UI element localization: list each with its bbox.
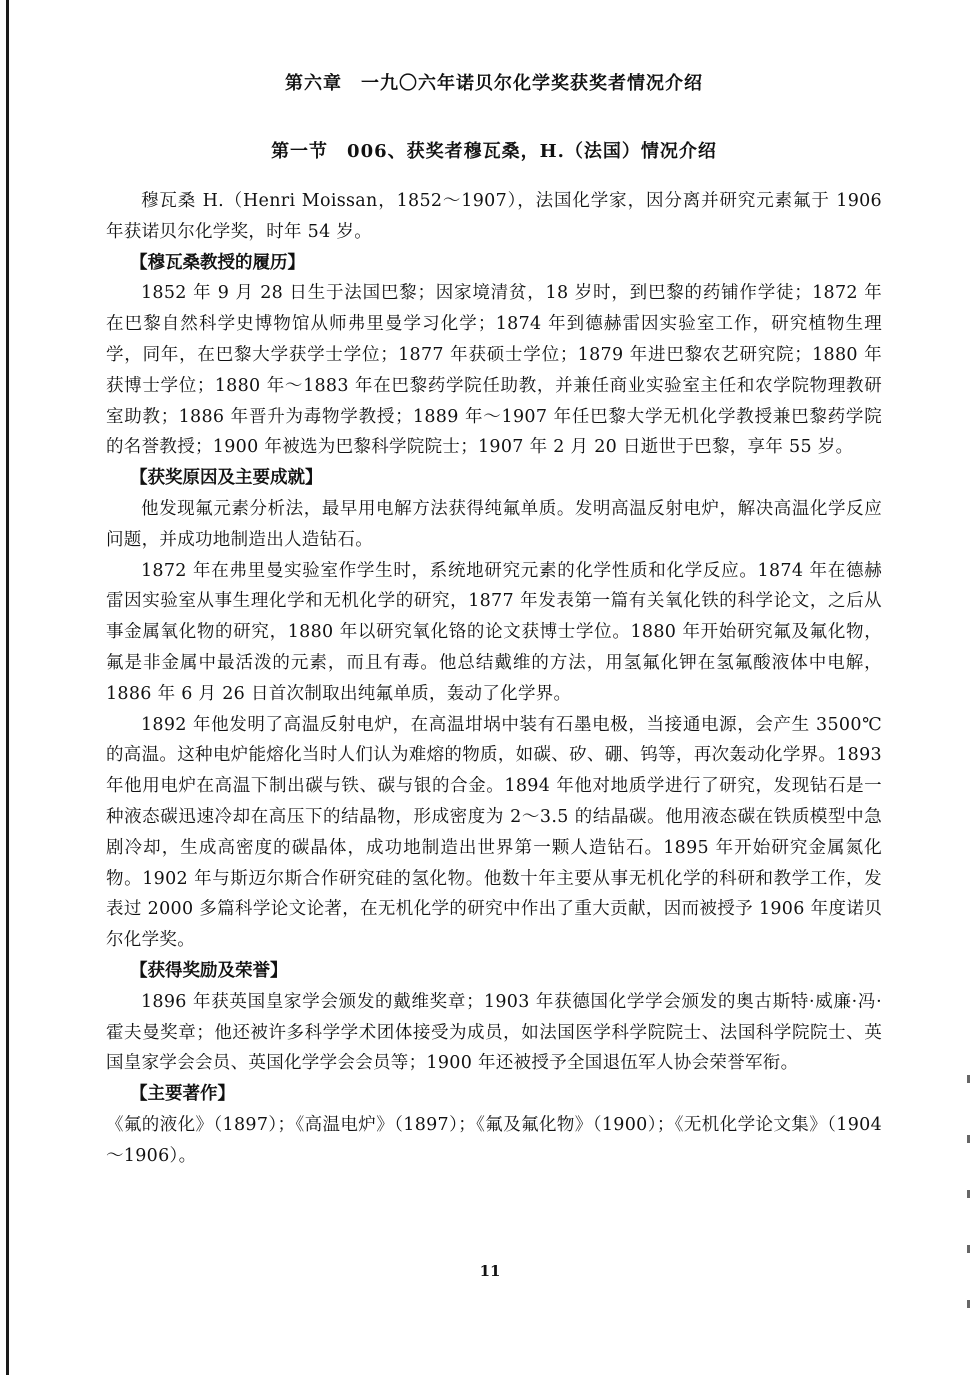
document-page	[106, 62, 882, 1172]
heading-resume: 【穆瓦桑教授的履历】	[130, 252, 305, 273]
achievement-paragraph-3: 1892 年他发明了高温反射电炉，在高温坩埚中装有石墨电极，当接通电源，会产生 3500℃的高温。这种电炉能熔化当时人们认为难熔的物质，如碳、矽、硼、钨等，再次轰动化学界。1893 年他用电炉在高温下制出碳与铁、碳与银的合金。1894 年他对地质学进行了研究，发现钻石是一种液态碳迅速冷却在高压下的结晶物，形成密度为 2～3.5 的结晶碳。他用液态碳在铁质模型中急剧冷却，生成高密度的碳晶体，成功地制造出世界第一颗人造钻石。1895 年开始研究金属氮化物。1902 年与斯迈尔斯合作研究硅的氢化物。他数十年主要从事无机化学的科研和教学工作，发表过 2000 多篇科学论文论著，在无机化学的研究中作出了重大贡献，因而被授予 1906 年度诺贝尔化学奖。	[106, 714, 882, 951]
works-paragraph: 《氟的液化》（1897）；《高温电炉》（1897）；《氟及氟化物》（1900）；《无机化学论文集》（1904～1906）。	[106, 1114, 882, 1166]
scan-edge-mark	[967, 1190, 970, 1198]
heading-works: 【主要著作】	[130, 1084, 235, 1105]
resume-paragraph: 1852 年 9 月 28 日生于法国巴黎；因家境清贫，18 岁时，到巴黎的药铺作学徒；1872 年在巴黎自然科学史博物馆从师弗里曼学习化学；1874 年到德赫雷因实验室工作，研究植物生理学，同年，在巴黎大学获学士学位；1877 年获硕士学位；1879 年进巴黎农艺研究院；1880 年获博士学位；1880 年～1883 年在巴黎药学院任助教，并兼任商业实验室主任和农学院物理教研室助教；1886 年晋升为毒物学教授；1889 年～1907 年任巴黎大学无机化学教授兼巴黎药学院的名誉教授；1900 年被选为巴黎科学院院士；1907 年 2 月 20 日逝世于巴黎，享年 55 岁。	[106, 283, 882, 458]
section-title: 第一节 006、获奖者穆瓦桑，H.（法国）情况介绍	[271, 141, 717, 162]
scan-edge-mark	[967, 1245, 970, 1253]
heading-achievements: 【获奖原因及主要成就】	[130, 468, 323, 489]
achievement-paragraph-1: 他发现氟元素分析法，最早用电解方法获得纯氟单质。发明高温反射电炉，解决高温化学反应问题，并成功地制造出人造钻石。	[106, 498, 882, 550]
scan-binding-edge	[6, 0, 9, 1375]
heading-honors: 【获得奖励及荣誉】	[130, 960, 288, 981]
achievement-paragraph-2: 1872 年在弗里曼实验室作学生时，系统地研究元素的化学性质和化学反应。1874 年在德赫雷因实验室从事生理化学和无机化学的研究，1877 年发表第一篇有关氧化铁的科学论文，之后从事金属氧化物的研究，1880 年以研究氧化铬的论文获博士学位。1880 年开始研究氟及氟化物，氟是非金属中最活泼的元素，而且有毒。他总结戴维的方法，用氢氟化钾在氢氟酸液体中电解，1886 年 6 月 26 日首次制取出纯氟单质，轰动了化学界。	[106, 560, 882, 704]
scan-edge-mark	[967, 1075, 970, 1083]
page-number: 11	[479, 1262, 501, 1280]
scan-edge-mark	[967, 1300, 970, 1308]
honors-paragraph: 1896 年获英国皇家学会颁发的戴维奖章；1903 年获德国化学学会颁发的奥古斯特·威廉·冯·霍夫曼奖章；他还被许多科学学术团体接受为成员，如法国医学科学院院士、法国科学院院士、英国皇家学会会员、英国化学学会会员等；1900 年还被授予全国退伍军人协会荣誉军衔。	[106, 991, 882, 1074]
scan-edge-mark	[967, 1135, 970, 1143]
intro-paragraph: 穆瓦桑 H.（Henri Moissan，1852～1907），法国化学家，因分离并研究元素氟于 1906 年获诺贝尔化学奖，时年 54 岁。	[106, 191, 882, 242]
chapter-title: 第六章 一九〇六年诺贝尔化学奖获奖者情况介绍	[285, 73, 703, 94]
